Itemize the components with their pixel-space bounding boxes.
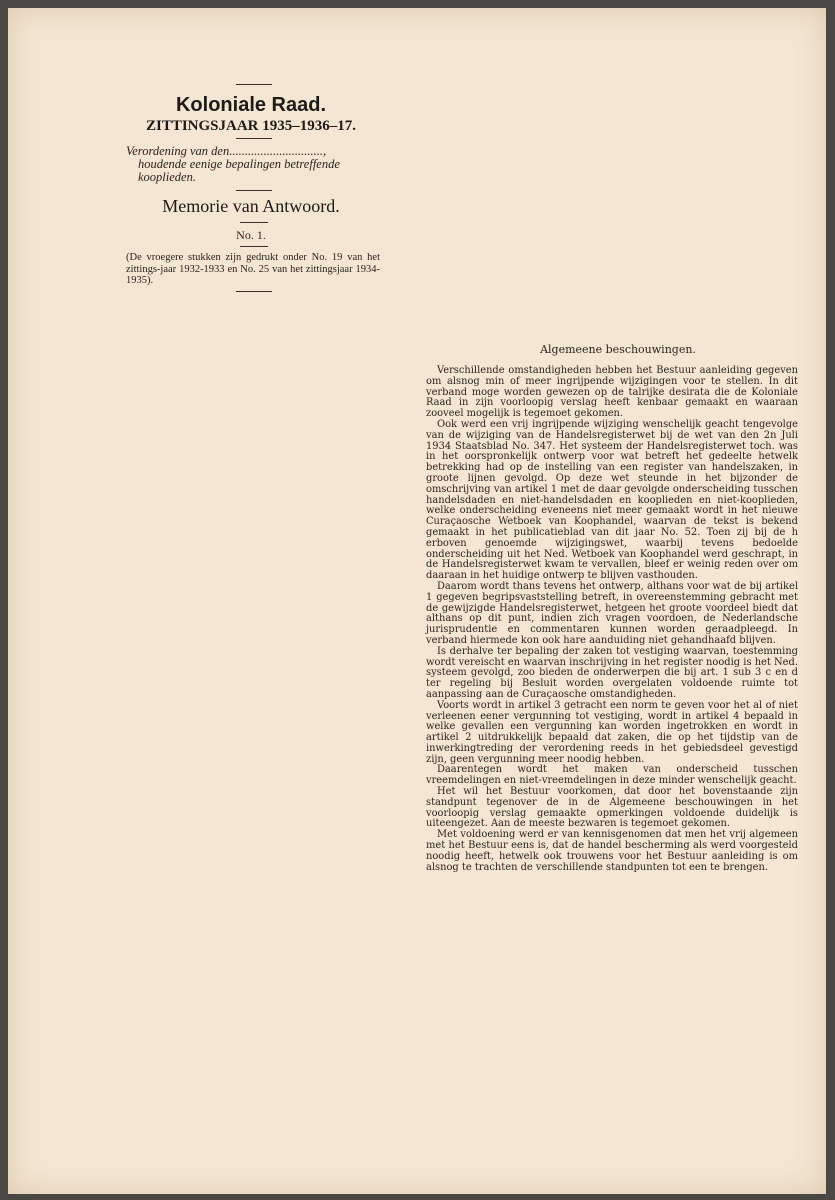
divider — [236, 84, 272, 85]
divider — [240, 246, 268, 247]
show-through-text — [428, 88, 808, 338]
document-title: Koloniale Raad. — [175, 94, 327, 116]
paragraph: Met voldoening werd er van kennisgenomen dat men het vrij algemeen met het Bestuur eens is, dat de handel bescherming als werd voorgesteld noodig heeft, hetwelk ook trouwens voor het Bestuur aanleiding is om alsnog te trachten de verschillende standpunten tot een te brengen. — [426, 829, 798, 873]
ordinance-line: houdende eenige bepalingen betreffende — [138, 157, 340, 171]
divider — [236, 190, 272, 191]
reference-note: (De vroegere stukken zijn gedrukt onder No. 19 van het zittings-jaar 1932-1933 en No. 25 van het zittingsjaar 1934-1935). — [126, 252, 380, 286]
paragraph: Daarom wordt thans tevens het ontwerp, althans voor wat de bij artikel 1 gegeven begripsvaststelling betreft, in overeenstemming gebracht met de gewijzigde Handelsregisterwet, hetgeen het groote voordeel biedt dat althans op dit punt, indien zich vragen voordoen, de Nederlandsche jurisprudentie en commentaren kunnen worden geraadpleegd. In verband hiermede kon ook hare aanduiding niet gehandhaafd blijven. — [426, 580, 798, 646]
divider — [240, 222, 268, 223]
ordinance-line: Verordening van den.............................., — [126, 144, 327, 158]
paragraph: Ook werd een vrij ingrijpende wijziging wenschelijk geacht tengevolge van de wijziging van de Handelsregisterwet bij de wet van den 2n Juli 1934 Staatsblad No. 347. Het systeem der Handelsregisterwet toch. was in het oorspronkelijk ontwerp voor wat betreft het gedeelte hetwelk betrekking had op de instelling van een register van handelszaken, in groote lijnen gevolgd. Op deze wet steunde in het bijzonder de omschrijving van artikel 1 met de daar gevolgde onderscheiding tusschen handelsdaden en niet-handelsdaden en kooplieden en niet-kooplieden, welke onderscheiding eveneens niet meer gemaakt wordt in het nieuwe Curaçaosche Wetboek van Koophandel, waarvan de tekst is bekend gemaakt in het publicatieblad van dit jaar No. 52. Toen zij bij de h erboven genoemde wijzigingswet, waarbij tevens bedoelde onderscheiding uit het Ned. Wetboek van Koophandel werd geschrapt, in de Handelsregisterwet kwam te vervallen, bleef er weinig reden over om daaraan in het huidige ontwerp te blijven vasthouden. — [426, 418, 798, 582]
paragraph: Voorts wordt in artikel 3 getracht een norm te geven voor het al of niet verleenen eener vergunning tot vestiging, wordt in artikel 4 bepaald in welke gevallen een vergunning kan worden ingetrokken en wordt in artikel 2 uitdrukkelijk bepaald dat zaken, die op het tijdstip van de inwerkingtreding der verordening reeds in het gebiedsdeel gevestigd zijn, geen vergunning meer noodig hebben. — [426, 699, 798, 765]
divider — [236, 138, 272, 139]
paragraph: Is derhalve ter bepaling der zaken tot vestiging waarvan, toestemming wordt vereischt en waarvan inschrijving in het register noodig is het Ned. systeem gevolgd, zoo bieden de onderwerpen die bij art. 1 sub 3 c en d ter regeling bij Besluit worden overgelaten voldoende ruimte tot aanpassing aan de Curaçaosche omstandigheden. — [426, 645, 798, 700]
document-number: No. 1. — [236, 228, 266, 242]
section-title: Algemeene beschouwingen. — [540, 343, 696, 356]
section-body — [426, 366, 798, 873]
document-type: Memorie van Antwoord. — [162, 196, 340, 216]
session-year: ZITTINGSJAAR 1935–1936–17. — [145, 118, 357, 134]
divider — [236, 291, 272, 292]
paragraph: Het wil het Bestuur voorkomen, dat door het bovenstaande zijn standpunt tegenover de in de Algemeene beschouwingen in het voorloopig verslag gemaakte opmerkingen voldoende duidelijk is uiteengezet. Aan de meeste bezwaren is tegemoet gekomen. — [426, 786, 798, 830]
paragraph: Verschillende omstandigheden hebben het Bestuur aanleiding gegeven om alsnog min of meer ingrijpende wijzigingen voor te stellen. In dit verband moge worden gewezen op de talrijke desirata die de Koloniale Raad in zijn voorloopig verslag heeft kenbaar gemaakt en waaraan zooveel mogelijk is tegemoet gekomen. — [426, 365, 798, 420]
ordinance-line: kooplieden. — [138, 170, 196, 184]
document-page — [8, 8, 826, 1194]
paragraph: Daarentegen wordt het maken van onderscheid tusschen vreemdelingen en niet-vreemdelingen in deze minder wenschelijk geacht. — [426, 764, 798, 787]
ordinance-description — [126, 145, 380, 184]
